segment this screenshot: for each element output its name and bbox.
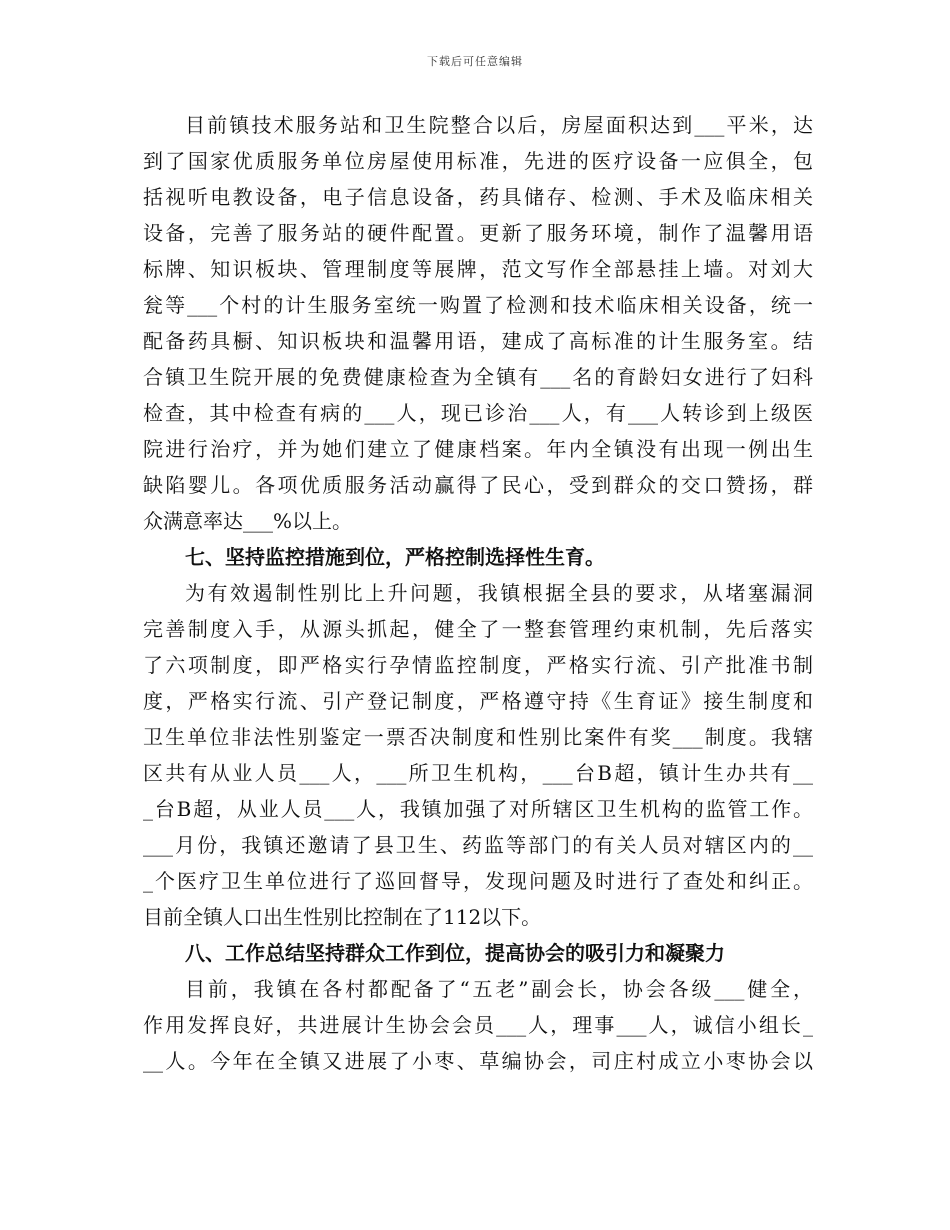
paragraph-line: 完善制度入手，从源头抓起，健全了一整套管理约束机制，先后落实 xyxy=(143,617,813,641)
paragraph-line: 检查，其中检查有病的___人，现已诊治___人，有___人转诊到上级医 xyxy=(143,401,813,425)
paragraph-line: _个医疗卫生单位进行了巡回督导，发现问题及时进行了查处和纠正。 xyxy=(143,869,813,893)
paragraph-line: 区共有从业人员___人，___所卫生机构，___台B超，镇计生办共有__ xyxy=(143,761,813,785)
paragraph-line: 目前，我镇在各村都配备了“五老”副会长，协会各级___健全， xyxy=(185,977,813,1001)
paragraph-line: 目前镇技术服务站和卫生院整合以后，房屋面积达到___平米，达 xyxy=(185,113,813,137)
paragraph-line: 瓮等___个村的计生服务室统一购置了检测和技术临床相关设备，统一 xyxy=(143,293,813,317)
paragraph-line: 配备药具橱、知识板块和温馨用语，建成了高标准的计生服务室。结 xyxy=(143,329,813,353)
paragraph-line: 了六项制度，即严格实行孕情监控制度，严格实行流、引产批准书制 xyxy=(143,653,813,677)
paragraph-line: 到了国家优质服务单位房屋使用标准，先进的医疗设备一应俱全，包 xyxy=(143,149,813,173)
paragraph-line: 院进行治疗，并为她们建立了健康档案。年内全镇没有出现一例出生 xyxy=(143,437,813,461)
paragraph-line: 标牌、知识板块、管理制度等展牌，范文写作全部悬挂上墙。对刘大 xyxy=(143,257,813,281)
paragraph-line: 作用发挥良好，共进展计生协会会员___人，理事___人，诚信小组长_ xyxy=(143,1013,813,1037)
page-header: 下载后可任意编辑 xyxy=(427,55,523,68)
paragraph-line: 目前全镇人口出生性别比控制在了112以下。 xyxy=(143,905,542,929)
section-heading-8: 八、工作总结坚持群众工作到位，提高协会的吸引力和凝聚力 xyxy=(185,941,725,965)
paragraph-line: 卫生单位非法性别鉴定一票否决制度和性别比案件有奖___制度。我辖 xyxy=(143,725,813,749)
paragraph-line: __人。今年在全镇又进展了小枣、草编协会，司庄村成立小枣协会以 xyxy=(143,1049,813,1073)
section-heading-7: 七、坚持监控措施到位，严格控制选择性生育。 xyxy=(185,545,605,569)
paragraph-line: 缺陷婴儿。各项优质服务活动赢得了民心，受到群众的交口赞扬，群 xyxy=(143,473,813,497)
paragraph-line: 括视听电教设备，电子信息设备，药具储存、检测、手术及临床相关 xyxy=(143,185,813,209)
paragraph-line: ___月份，我镇还邀请了县卫生、药监等部门的有关人员对辖区内的__ xyxy=(143,833,813,857)
paragraph-line: 众满意率达___%以上。 xyxy=(143,509,353,533)
document-body xyxy=(143,107,813,1079)
paragraph-line: 为有效遏制性别比上升问题，我镇根据全县的要求，从堵塞漏洞 xyxy=(185,581,813,605)
paragraph-line: 合镇卫生院开展的免费健康检查为全镇有___名的育龄妇女进行了妇科 xyxy=(143,365,813,389)
paragraph-line: 设备，完善了服务站的硬件配置。更新了服务环境，制作了温馨用语 xyxy=(143,221,813,245)
paragraph-line: 度，严格实行流、引产登记制度，严格遵守持《生育证》接生制度和 xyxy=(143,689,813,713)
paragraph-line: _台B超，从业人员___人，我镇加强了对所辖区卫生机构的监管工作。 xyxy=(143,797,813,821)
